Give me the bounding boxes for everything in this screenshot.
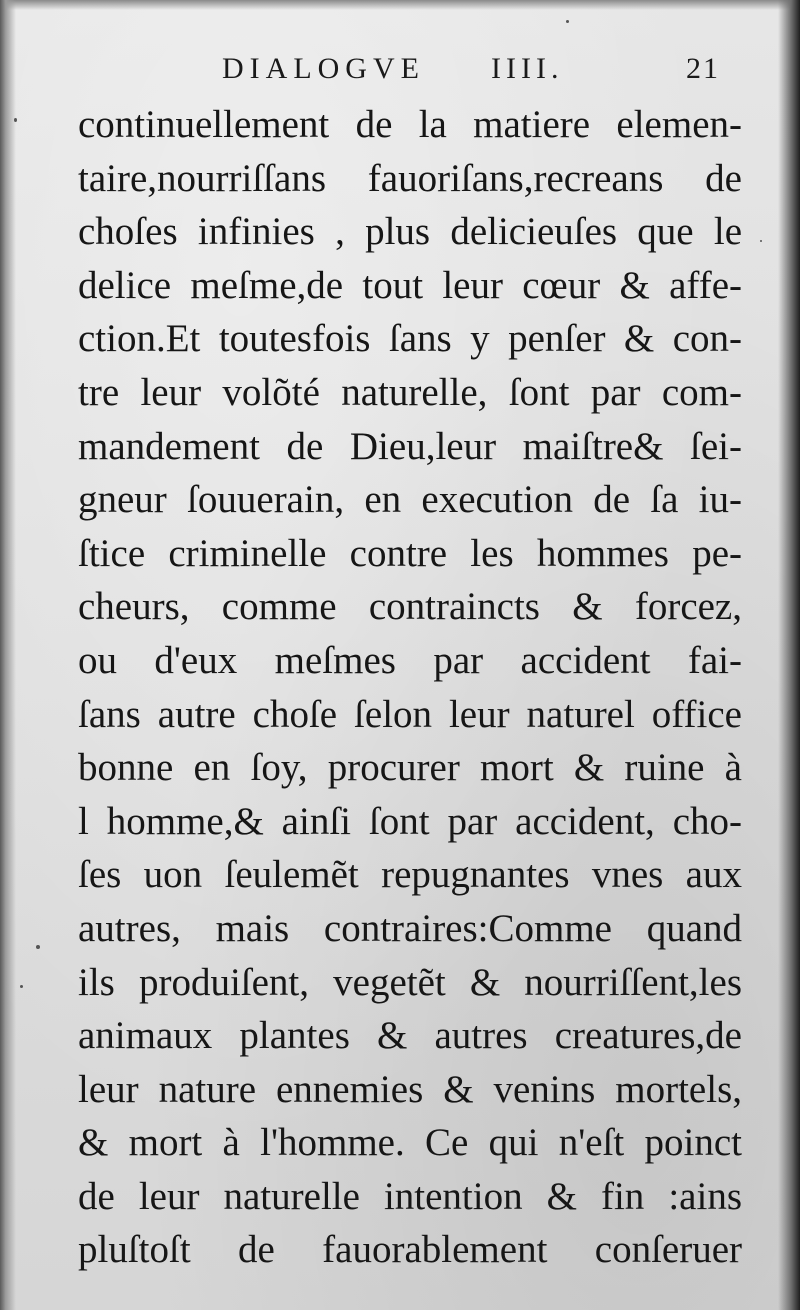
text-line: pluſtoſt de fauorablement conſeruer [78, 1228, 742, 1272]
text-line: cheurs, comme contraincts & forcez, [78, 585, 742, 629]
text-line: ou d'eux meſmes par accident fai- [78, 638, 742, 682]
text-line: ction.Et toutesfois ſans y penſer & con- [78, 317, 742, 361]
page-number: 21 [686, 52, 720, 85]
text-line: ſtice criminelle contre les hommes pe- [78, 531, 742, 575]
page-right-edge-shadow [778, 0, 800, 1310]
text-line: leur nature ennemies & venins mortels, [78, 1067, 742, 1111]
text-line: tre leur volõté naturelle, ſont par com- [78, 370, 742, 414]
text-line: & mort à l'homme. Ce qui n'eſt poinct [78, 1121, 742, 1165]
text-line: mandement de Dieu,leur maiſtre& ſei- [78, 424, 742, 468]
running-head [0, 52, 800, 92]
page-left-edge [0, 0, 16, 1310]
text-line: delice meſme,de tout leur cœur & affe- [78, 263, 742, 307]
text-line: bonne en ſoy, procurer mort & ruine à [78, 746, 742, 790]
text-line: ſes uon ſeulemẽt repugnantes vnes aux [78, 853, 742, 897]
text-line: ils produiſent, vegetẽt & nourriſſent,les [78, 960, 742, 1004]
text-line: ſans autre choſe ſelon leur naturel office [78, 692, 742, 736]
text-line: autres, mais contraires:Comme quand [78, 906, 742, 950]
text-line: choſes infinies , plus delicieuſes que le [78, 210, 742, 254]
text-line: continuellement de la matiere elemen- [78, 103, 742, 146]
body-text [78, 98, 742, 1277]
running-head-title: DIALOGVE [222, 52, 425, 85]
text-line: de leur naturelle intention & fin :ains [78, 1174, 742, 1218]
page-top-edge [0, 0, 800, 10]
running-head-dialogue-number: IIII. [491, 52, 564, 85]
text-line: gneur ſouuerain, en execution de ſa iu- [78, 478, 742, 522]
text-line: taire,nourriſſans fauoriſans,recreans de [78, 156, 742, 200]
text-line: animaux plantes & autres creatures,de [78, 1014, 742, 1058]
text-line: l homme,& ainſi ſont par accident, cho- [78, 799, 742, 843]
